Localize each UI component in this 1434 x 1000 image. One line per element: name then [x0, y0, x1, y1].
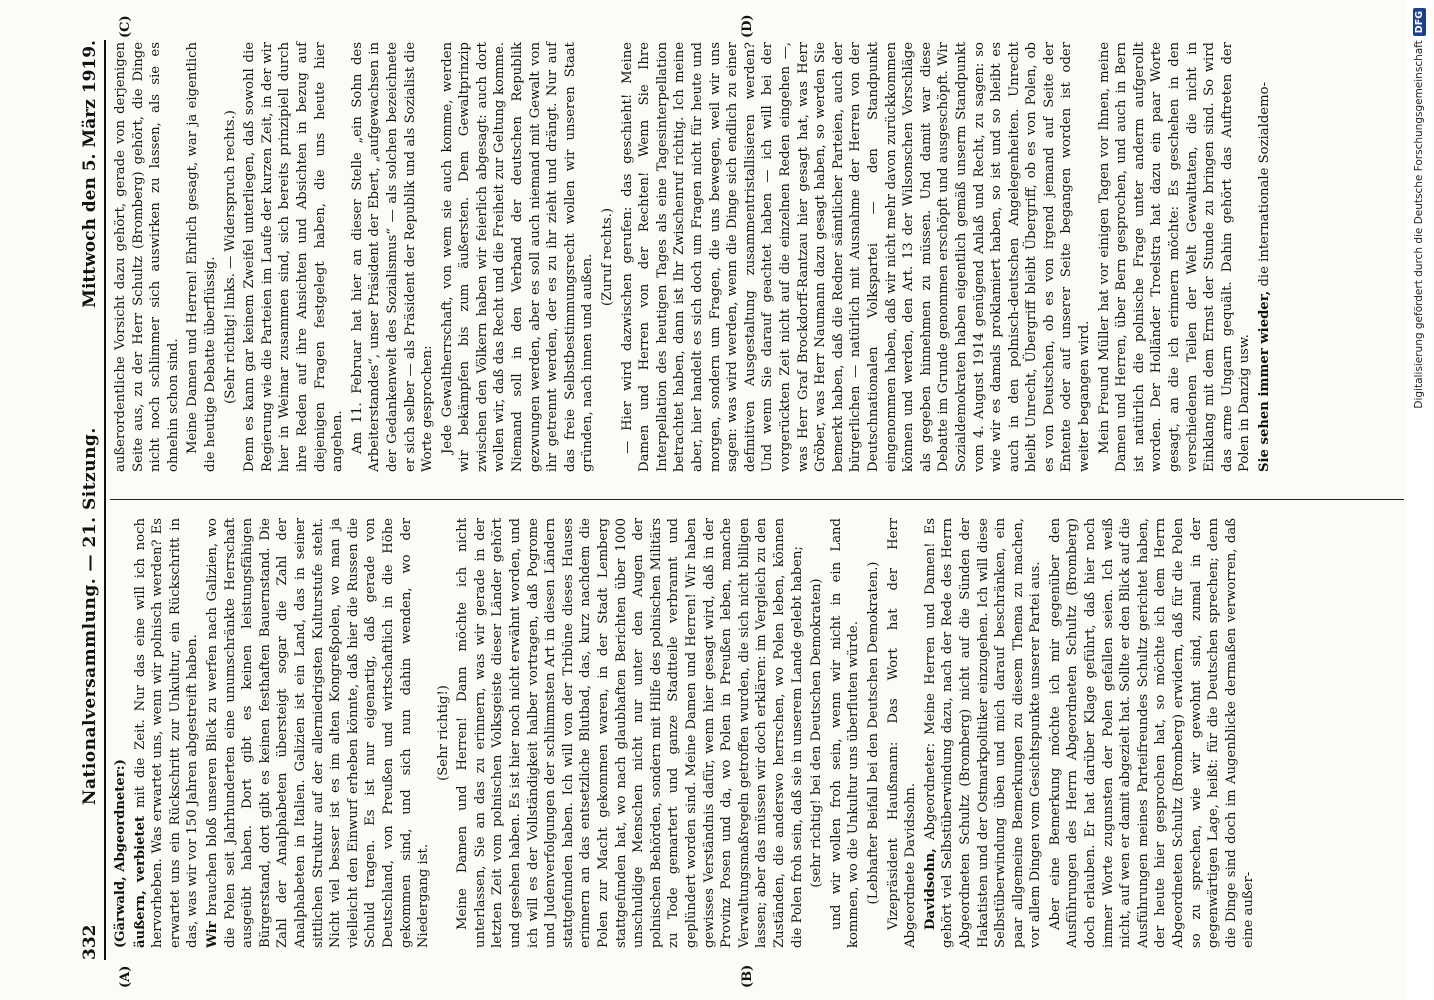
- right-column-paragraph: [1256, 42, 1274, 472]
- left-column-paragraph: [112, 518, 130, 948]
- paragraph-text: Mein Freund Müller hat vor einigen Tagen vor Ihnen, meine Damen und Herren, über Bern gesprochen, und auch in Bern ist natürlich die polnische Frage unter anderm aufgerollt worden. Der Holländer Troelstra hat dazu ein paar Worte gesagt, an die ich erinnern möchte: Es geschehen in den verschiedenen Teilen der Welt Gewalttaten, die nicht in Einklang mit dem Ernst der Stunde zu bringen sind. So wird das arme Ungarn gequält. Dahin gehört das Auftreten der Polen in Danzig usw.: [1096, 42, 1253, 472]
- emphasized-text: Wir: [204, 921, 220, 948]
- paragraph-text: Aber eine Bemerkung möchte ich mir gegenüber den Ausführungen des Herrn Abgeordneten Schultz (Bromberg) doch erlauben. Er hat darüber Klage geführt, daß hier noch immer Worte zugunsten der Polen gefallen seien. Ich weiß nicht, auf wen er damit abgezielt hat. Sollte er den Blick auf die Ausführungen meines Parteifreundes Schultz gerichtet haben, der heute hier gesprochen hat, so möchte ich dem Herrn Abgeordneten Schultz (Bromberg) erwidern, daß für die Polen so zu sprechen, wie wir gewohnt sind, zumal in der gegenwärtigen Lage, heißt: für die Deutschen sprechen; denn die Dinge sind doch im Augenblicke dermaßen verworren, daß eine außer-: [1047, 518, 1257, 948]
- paragraph-text: mit die Zeit. Nur das eine will ich noch hervorheben. Was erwartet uns, wenn wir polnisch werden? Es erwartet uns ein Rückschritt zur Unkultur, ein Rückschritt in das, was wir vor 150 Jahren abgestreift haben.: [132, 518, 201, 948]
- paragraph-text: Abgeordneter: Meine Herren und Damen! Es gehört viel Selbstüberwindung dazu, nach der Rede des Herrn Abgeordneten Schultz (Bromberg) nicht auf die Sünden der Hakatisten und der Ostmarkpolitiker einzugehen. Ich will diese Selbstüberwindung üben und mich darauf beschränken, ein paar allgemeine Bemerkungen zu diesem Thema zu machen, vor allem Dingen vom Gesichtspunkte unserer Partei aus.: [922, 518, 1044, 948]
- session-date: Mittwoch den 5. März 1919.: [80, 40, 100, 308]
- paragraph-text: Meine Damen und Herren! Ehrlich gesagt, war ja eigentlich die heutige Debatte überflüssig.: [185, 42, 218, 472]
- left-column-paragraph: [828, 518, 863, 948]
- digitization-credit: Digitalisierung gefördert durch die Deutsche Forschungsgemeinschaft: [1413, 40, 1425, 409]
- paragraph-text: Vizepräsident Haußmann: Das Wort hat der Herr Abgeordnete Davidsohn.: [885, 518, 919, 948]
- paragraph-text: Meine Damen und Herren! Dann möchte ich nicht unterlassen, Sie an das zu erinnern, was wir gerade in der letzten Zeit vom polnischen Volksgeiste dieser Länder gehört und gesehen haben. Es ist hier noch nicht erwähnt worden, und ich will es der Vollständigkeit halber vortragen, daß Pogrome und Judenverfolgungen der schlimmsten Art in diesen Ländern stattgefunden haben. Ich will von der Tribüne dieses Hauses erinnern an das entsetzliche Blutbad, das, kurz nachdem die Polen zur Macht gekommen waren, in der Stadt Lemberg stattgefunden hat, wo nach glaubhaften Berichten über 1000 unschuldige Menschen nicht nur unter den Augen der polnischen Behörden, sondern mit Hilfe des polnischen Militärs zu Tode gemartert und ganze Stadtteile verbrannt und geplündert worden sind. Meine Damen und Herren! Wir haben gewisses Verständnis dafür, wenn hier gesagt wird, daß in der Provinz Posen und da, wo Polen in Preußen leben, manche Verwaltungsmaßregeln getroffen wurden, die sich nicht billigen lassen; aber das müssen wir doch erklären: im Vergleich zu den Zuständen, die anderswo herrschen, wo Polen leben, können die Polen froh sein, daß sie in unserem Lande gelebt haben;: [455, 518, 805, 948]
- right-column-paragraph: [222, 42, 240, 472]
- column-divider: [110, 499, 1404, 500]
- paragraph-text: (sehr richtig! bei den Deutschen Demokraten): [809, 578, 825, 888]
- right-column-paragraph: [349, 42, 437, 472]
- left-column-paragraph: [808, 518, 826, 948]
- paragraph-text: (Lebhafter Beifall bei den Deutschen Demokraten.): [865, 561, 881, 905]
- right-column-paragraph: [112, 42, 182, 472]
- margin-marker-b: (B): [740, 964, 755, 988]
- left-column-paragraph: [454, 518, 806, 948]
- left-column-paragraph: [885, 518, 920, 948]
- paragraph-text: und wir wollen froh sein, wenn wir nicht in ein Land kommen, wo die Unkultur uns überfluten würde.: [828, 518, 862, 948]
- right-column-paragraph: [184, 42, 219, 472]
- paragraph-text: (Zuruf rechts.): [600, 207, 616, 307]
- paragraph-text: die internationale Sozialdemo-: [1257, 82, 1272, 291]
- left-column-paragraph: [204, 518, 433, 948]
- left-column-paragraph: [865, 518, 883, 948]
- right-column-paragraph: [619, 42, 1094, 472]
- emphasized-text: äußern, verbietet: [132, 815, 148, 948]
- right-column-paragraph: [241, 42, 347, 472]
- emphasized-text: (Gärwald, Abgeordneter:): [113, 759, 128, 948]
- paragraph-text: (Sehr richtig! links. — Widerspruch rechts.): [222, 110, 238, 404]
- paragraph-text: — Hier wird dazwischen gerufen: das geschieht! Meine Damen und Herren von der Rechten! Wenn Sie Ihre Interpellation des heutigen Tages als eine Tagesinterpellation betrachtet haben, dann ist Ihr Zwischenruf richtig. Ich meine aber, hier handelt es sich doch um Fragen nicht für heute und morgen, sondern um Fragen, die uns bewegen, weil wir uns sagen: was wird werden, wenn die Dinge sich endlich zu einer definitiven Ausgestaltung zusammentristallisieren werden? Und wenn Sie darauf geachtet haben — ich will bei der vorgerückten Zeit nicht auf die einzelnen Reden eingehen —, was Herr Graf Brockdorff-Rantzau hier gesagt hat, was Herr Gröber, was Herr Naumann dazu gesagt haben, so werden Sie bemerkt haben, daß die Redner sämtlicher Parteien, auch der bürgerlichen — natürlich mit Ausnahme der Herren von der Deutschnationalen Volkspartei — den Standpunkt eingenommen haben, daß wir nicht mehr davon zurückkommen können und werden, den Art. 13 der Wilsonschen Vorschläge als gegeben hinnehmen zu müssen. Und damit war diese Debatte im Grunde genommen erschöpft und ausgeschöpft. Wir Sozialdemokraten haben eigentlich gemäß unserm Standpunkt vom 4. August 1914 genügend Anlaß und Recht, zu sagen: so wie wir es damals proklamiert haben, so ist und so bleibt es auch in den polnisch-deutschen Angelegenheiten. Unrecht bleibt Unrecht, Übergriff bleibt Übergriff, ob es von Polen, ob es von Deutschen, ob es von irgend jemand auf Seite der Entente oder auf unserer Seite begangen worden ist oder weiter begangen wird.: [619, 42, 1093, 472]
- paragraph-text: (Sehr richtig!): [435, 685, 451, 781]
- paragraph-text: Jede Gewaltherrschaft, von wem sie auch komme, werden wir bekämpfen bis zum äußersten. Dem Gewaltprinzip zwischen den Völkern haben wir feierlich abgesagt: auch dort wollen wir, daß das Recht und die Freiheit zur Geltung komme. Niemand soll in den Verband der deutschen Republik gezwungen werden, aber es soll auch niemand mit Gewalt von ihr getrennt werden, der es zu ihr zieht und drängt. Nur auf das freie Selbstbestimmungsrecht wollen wir unseren Staat gründen, nach innen und außen.: [439, 42, 596, 472]
- left-column-paragraph: [132, 518, 202, 948]
- digitization-sidebar: [1406, 0, 1432, 1000]
- session-title: Nationalversammlung. — 21. Sitzung.: [80, 427, 100, 806]
- paragraph-text: außerordentliche Vorsicht dazu gehört, gerade von derjenigen Seite aus, zu der Herr Schultz (Bromberg) gehört, die Dinge nicht noch schlimmer sich auswirken zu lassen, als sie es ohnehin schon sind.: [113, 42, 181, 472]
- page-header: [60, 40, 106, 960]
- margin-marker-d: (D): [740, 14, 755, 38]
- left-column: [112, 518, 1260, 948]
- dfg-logo: DFG: [1413, 8, 1426, 36]
- paragraph-text: Denn es kann gar keinem Zweifel unterliegen, daß sowohl die Regierung wie die Parteien im Laufe der kurzen Zeit, in der wir hier in Weimar zusammen sind, sich bereits prinzipiell durch ihre Reden auf ihre Ansichten und Absichten in bezug auf diejenigen Fragen festgelegt haben, die uns heute hier angehen.: [242, 42, 346, 472]
- right-column-paragraph: [439, 42, 597, 472]
- emphasized-text: Davidsohn,: [922, 848, 938, 930]
- right-column: [112, 42, 1276, 472]
- left-column-paragraph: [922, 518, 1045, 948]
- left-column-paragraph: [435, 518, 453, 948]
- margin-marker-a: (A): [118, 965, 133, 988]
- right-column-paragraph: [599, 42, 617, 472]
- paragraph-text: brauchen bloß unseren Blick zu werfen nach Galizien, wo die Polen seit Jahrhunderten eine unumschränkte Herrschaft ausgeübt haben. Dort gibt es keinen leistungsfähigen Bürgerstand, dort gibt es keinen festhaften Bauernstand. Die Zahl der Analphabeten übersteigt sogar die Zahl der Analphabeten in Italien. Galizien ist ein Land, das in seiner sittlichen Struktur auf der allerniedrigsten Kulturstufe steht. Nicht viel besser ist es im alten Kongreßpolen, wo man ja vielleicht den Einwurf erheben könnte, daß hier die Russen die Schuld tragen. Es ist nur eigenartig, daß gerade von Deutschland, von Preußen und wirtschaftlich in die Höhe gekommen sind, und sich nun dahin wenden, wo der Niedergang ist.: [204, 518, 432, 948]
- margin-marker-c: (C): [118, 15, 133, 38]
- paragraph-text: Am 11. Februar hat hier an dieser Stelle „ein Sohn des Arbeiterstandes“, unser Präsident der Ebert, „aufgewachsen in der Gedankenwelt des Sozialismus“ — als solchen bezeichnete er sich selber — als Präsident der Republik und als Sozialist die Worte gesprochen:: [349, 42, 436, 472]
- left-column-paragraph: [1047, 518, 1258, 948]
- emphasized-text: Sie sehen immer wieder,: [1257, 290, 1272, 472]
- right-column-paragraph: [1096, 42, 1254, 472]
- page-number: 332: [80, 924, 100, 960]
